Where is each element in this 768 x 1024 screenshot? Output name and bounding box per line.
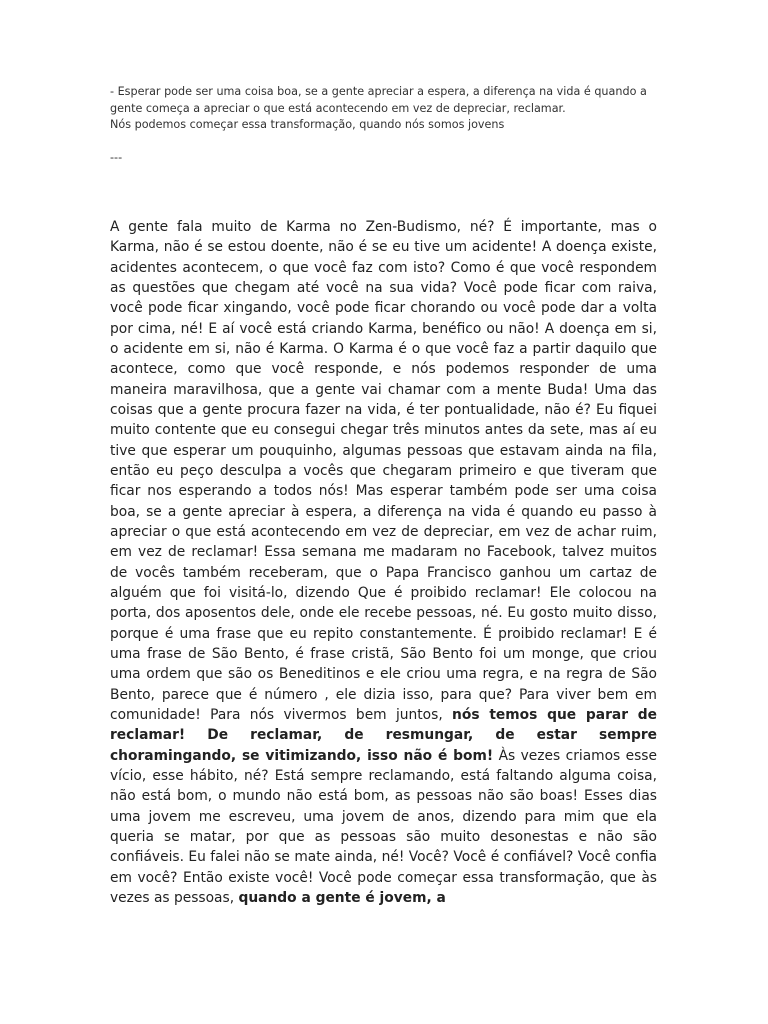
separator: --- bbox=[110, 151, 123, 164]
article-paragraph bbox=[110, 217, 657, 908]
article-body bbox=[110, 217, 657, 908]
summary-line: Nós podemos começar essa transformação, quando nós somos jovens bbox=[110, 118, 505, 131]
article-text: A gente fala muito de Karma no Zen-Budismo, né? É importante, mas o Karma, não é se estou doente, não é se eu tive um acidente! A doença existe, acidentes acontecem, o que você faz com isto? Como é que você respondem as questões que chegam até você na sua vida? Você pode ficar com raiva, você pode ficar xingando, você pode ficar chorando ou você pode dar a volta por cima, né! E aí você está criando Karma, benéfico ou não! A doença em si, o acidente em si, não é Karma. O Karma é o que você faz a partir daquilo que acontece, como que você responde, e nós podemos responder de uma maneira maravilhosa, que a gente vai chamar com a mente Buda! Uma das coisas que a gente procura fazer na vida, é ter pontualidade, não é? Eu fiquei muito contente que eu consegui chegar três minutos antes da sete, mas aí eu tive que esperar um pouquinho, algumas pessoas que estavam ainda na fila, então eu peço desculpa a vocês que chegaram primeiro e que tiveram que ficar nos esperando a todos nós! Mas esperar também pode ser uma coisa boa, se a gente apreciar à espera, a diferença na vida é quando eu passo à apreciar o que está acontecendo em vez de depreciar, em vez de achar ruim, em vez de reclamar! Essa semana me madaram no Facebook, talvez muitos de vocês também receberam, que o Papa Francisco ganhou um cartaz de alguém que foi visitá-lo, dizendo Que é proibido reclamar! Ele colocou na porta, dos aposentos dele, onde ele recebe pessoas, né. Eu gosto muito disso, porque é uma frase que eu repito constantemente. É proibido reclamar! E é uma frase de São Bento, é frase cristã, São Bento foi um monge, que criou uma ordem que são os Beneditinos e ele criou uma regra, e na regra de São Bento, parece que é número , ele dizia isso, para que? Para viver bem em comunidade! Para nós vivermos bem juntos, bbox=[110, 219, 657, 723]
summary-line: - Esperar pode ser uma coisa boa, se a gente apreciar a espera, a diferença na vida é quando a gente começa a apreciar o que está acontecendo em vez de depreciar, reclamar. bbox=[110, 85, 647, 115]
article-bold-text: quando a gente é jovem, a bbox=[238, 889, 446, 906]
article-bold-text: nós temos que parar de reclamar! De reclamar, de resmungar, de estar sempre choramingando, se vitimizando, isso não é bom! bbox=[110, 706, 657, 764]
article-text: Às vezes criamos esse vício, esse hábito, né? Está sempre reclamando, está faltando alguma coisa, não está bom, o mundo não está bom, as pessoas não são boas! Esses dias uma jovem me escreveu, uma jovem de anos, dizendo para mim que ela queria se matar, por que as pessoas são muito desonestas e não são confiáveis. Eu falei não se mate ainda, né! Você? Você é confiável? Você confia em você? Então existe você! Você pode começar essa transformação, que às vezes as pessoas, bbox=[110, 747, 657, 906]
summary-block bbox=[110, 84, 665, 134]
